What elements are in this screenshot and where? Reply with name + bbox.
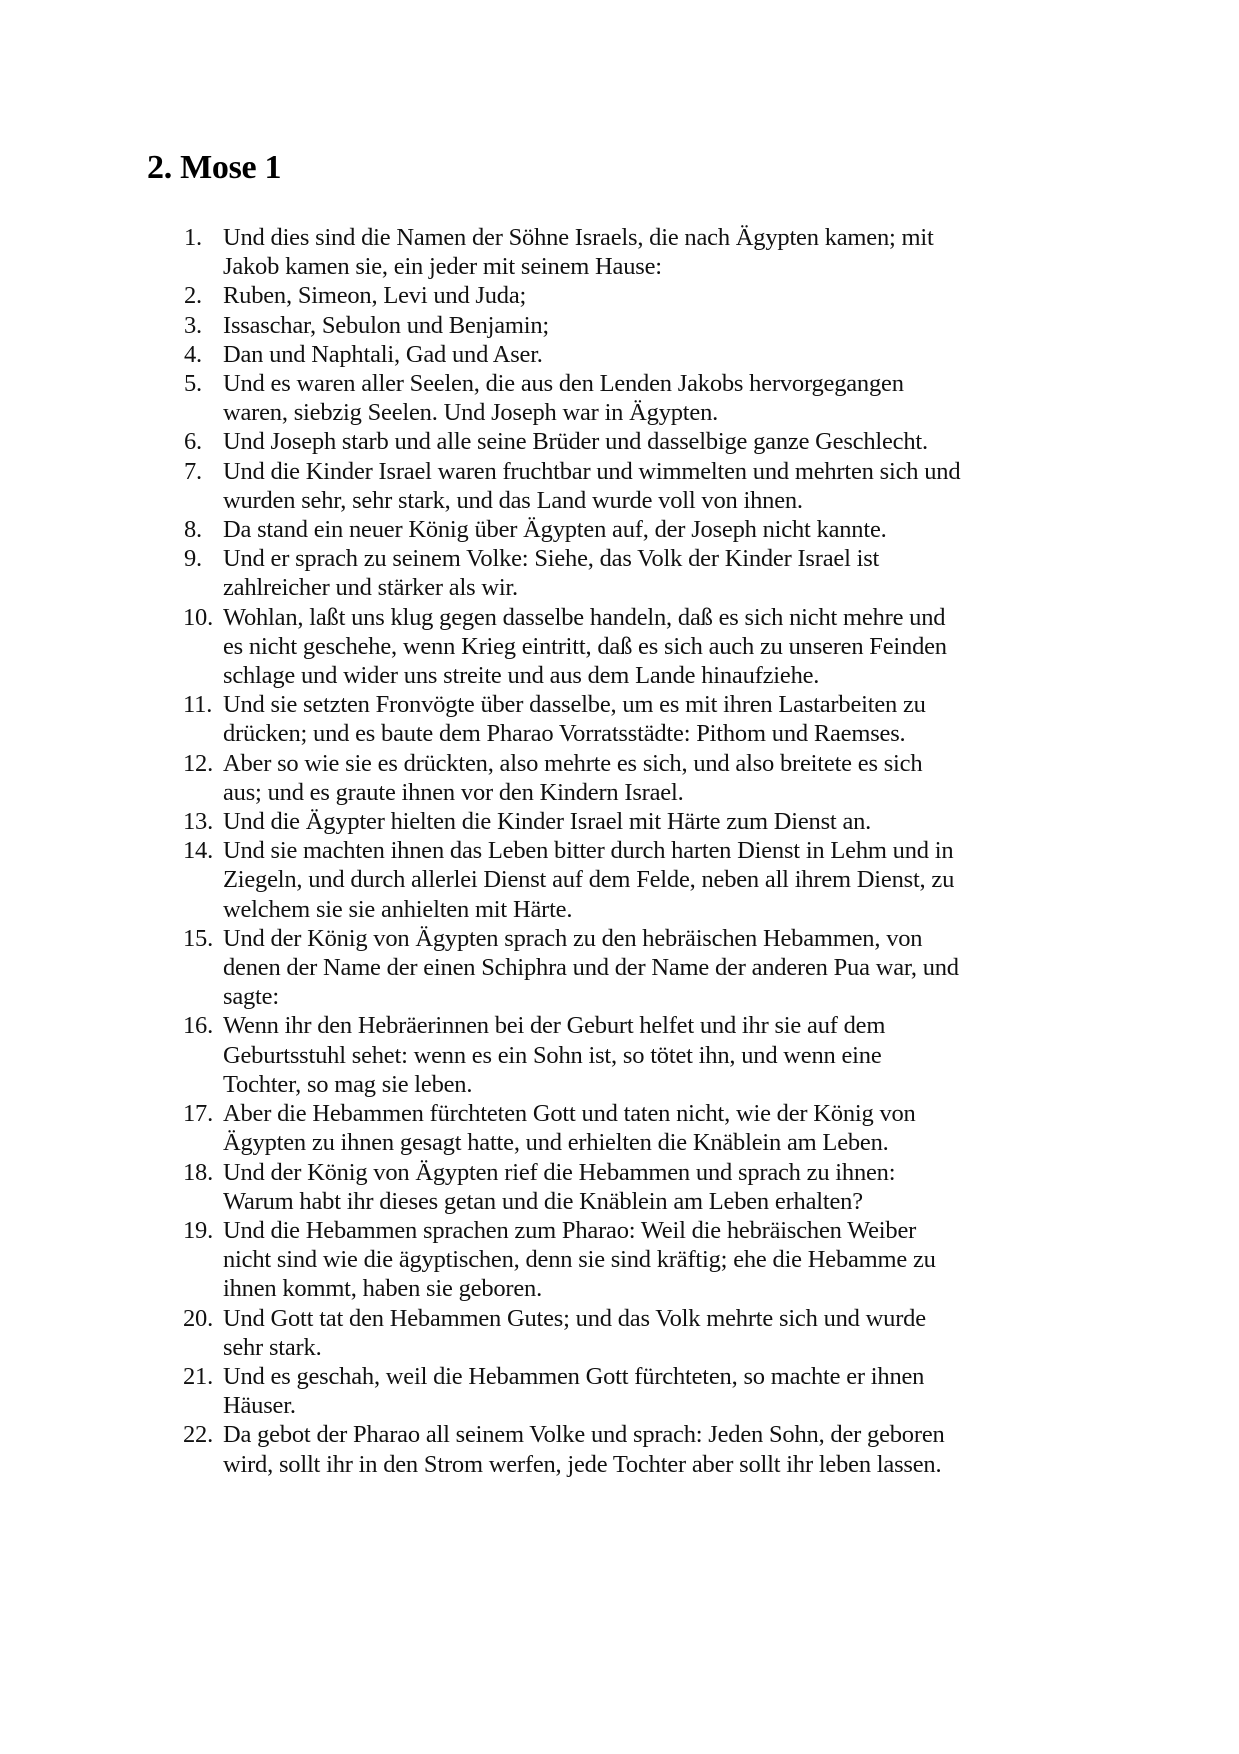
verse-text: Dan und Naphtali, Gad und Aser. bbox=[223, 340, 543, 368]
verse-number: 21. bbox=[183, 1362, 214, 1390]
verse-number: 2. bbox=[184, 282, 202, 310]
verse-text: Und sie setzten Fronvögte über dasselbe, um es mit ihren Lastarbeiten zu drücken; und es baute dem Pharao Vorratsstädte: Pithom und Raemses. bbox=[223, 691, 926, 748]
verse-text: Issaschar, Sebulon und Benjamin; bbox=[223, 311, 550, 339]
verse-number: 11. bbox=[183, 691, 213, 719]
verse-text: Und Gott tat den Hebammen Gutes; und das Volk mehrte sich und wurde sehr stark. bbox=[223, 1304, 926, 1361]
verse-text: Aber so wie sie es drückten, also mehrte es sich, und also breitete es sich aus; und es graute ihnen vor den Kindern Israel. bbox=[223, 749, 923, 806]
verse-number: 4. bbox=[184, 340, 202, 368]
verse-number: 6. bbox=[184, 428, 202, 456]
verse-text: Und die Ägypter hielten die Kinder Israel mit Härte zum Dienst an. bbox=[223, 808, 872, 836]
verse-text: Und die Kinder Israel waren fruchtbar und wimmelten und mehrten sich und wurden sehr, sehr stark, und das Land wurde voll von ihnen. bbox=[223, 457, 961, 514]
verse-number: 19. bbox=[183, 1216, 214, 1244]
verse-text: Da gebot der Pharao all seinem Volke und sprach: Jeden Sohn, der geboren wird, sollt ihr in den Strom werfen, jede Tochter aber sollt ihr leben lassen. bbox=[223, 1421, 945, 1478]
verse-text: Und dies sind die Namen der Söhne Israels, die nach Ägypten kamen; mit Jakob kamen sie, ein jeder mit seinem Hause: bbox=[223, 224, 934, 281]
verse-item bbox=[160, 457, 1120, 515]
verse-item bbox=[160, 1420, 1120, 1478]
verse-text: Und die Hebammen sprachen zum Pharao: Weil die hebräischen Weiber nicht sind wie die ägyptischen, denn sie sind kräftig; ehe die Hebamme zu ihnen kommt, haben sie geboren. bbox=[223, 1216, 936, 1303]
verse-item bbox=[160, 369, 1120, 427]
verse-text: Aber die Hebammen fürchteten Gott und taten nicht, wie der König von Ägypten zu ihnen gesagt hatte, und erhielten die Knäblein am Leben. bbox=[223, 1100, 916, 1157]
verse-item bbox=[160, 690, 1120, 748]
verse-number: 10. bbox=[183, 603, 214, 631]
verse-item bbox=[160, 281, 1120, 310]
verse-item bbox=[160, 1011, 1120, 1099]
verse-text: Und der König von Ägypten sprach zu den hebräischen Hebammen, von denen der Name der einen Schiphra und der Name der anderen Pua war, und sagte: bbox=[223, 924, 959, 1011]
verse-item bbox=[160, 427, 1120, 456]
verse-text: Und er sprach zu seinem Volke: Siehe, das Volk der Kinder Israel ist zahlreicher und stärker als wir. bbox=[223, 545, 880, 602]
verse-text: Und es waren aller Seelen, die aus den Lenden Jakobs hervorgegangen waren, siebzig Seelen. Und Joseph war in Ägypten. bbox=[223, 370, 904, 427]
verse-number: 5. bbox=[184, 370, 202, 398]
verse-item bbox=[160, 749, 1120, 807]
verse-text: Ruben, Simeon, Levi und Juda; bbox=[223, 282, 527, 310]
verse-list bbox=[160, 223, 1120, 1479]
verse-text: Wenn ihr den Hebräerinnen bei der Geburt helfet und ihr sie auf dem Geburtsstuhl sehet: wenn es ein Sohn ist, so tötet ihn, und wenn eine Tochter, so mag sie leben. bbox=[223, 1012, 886, 1098]
verse-number: 18. bbox=[183, 1158, 214, 1186]
verse-number: 15. bbox=[183, 924, 214, 952]
verse-number: 22. bbox=[183, 1421, 214, 1449]
verse-text: Und der König von Ägypten rief die Hebammen und sprach zu ihnen: Warum habt ihr dieses getan und die Knäblein am Leben erhalten? bbox=[223, 1158, 896, 1215]
verse-item bbox=[160, 924, 1120, 1012]
verse-item bbox=[160, 515, 1120, 544]
verse-text: Und sie machten ihnen das Leben bitter durch harten Dienst in Lehm und in Ziegeln, und durch allerlei Dienst auf dem Felde, neben all ihrem Dienst, zu welchem sie sie anhielten mit Härte. bbox=[223, 837, 955, 923]
verse-item bbox=[160, 1362, 1120, 1420]
verse-item bbox=[160, 603, 1120, 691]
verse-text: Wohlan, laßt uns klug gegen dasselbe handeln, daß es sich nicht mehre und es nicht geschehe, wenn Krieg eintritt, daß es sich auch zu unseren Feinden schlage und wider uns streite und aus dem Lande hinaufziehe. bbox=[223, 603, 947, 690]
verse-number: 20. bbox=[183, 1304, 214, 1332]
verse-number: 13. bbox=[183, 808, 214, 836]
verse-number: 7. bbox=[184, 457, 202, 485]
verse-item bbox=[160, 836, 1120, 924]
verse-item bbox=[160, 1158, 1120, 1216]
verse-number: 17. bbox=[183, 1100, 214, 1128]
verse-number: 1. bbox=[184, 224, 202, 251]
verse-text: Und es geschah, weil die Hebammen Gott fürchteten, so machte er ihnen Häuser. bbox=[223, 1362, 925, 1420]
verse-item bbox=[160, 223, 1120, 281]
verse-item bbox=[160, 544, 1120, 602]
verse-item bbox=[160, 1099, 1120, 1157]
verse-item bbox=[160, 340, 1120, 369]
verse-number: 9. bbox=[184, 545, 202, 573]
verse-text: Und Joseph starb und alle seine Brüder und dasselbige ganze Geschlecht. bbox=[223, 428, 928, 456]
verse-item bbox=[160, 311, 1120, 340]
verse-item bbox=[160, 807, 1120, 836]
verse-text: Da stand ein neuer König über Ägypten auf, der Joseph nicht kannte. bbox=[223, 516, 887, 544]
verse-item bbox=[160, 1216, 1120, 1304]
page-title: 2. Mose 1 bbox=[147, 149, 282, 186]
verse-number: 16. bbox=[183, 1012, 214, 1040]
verse-number: 14. bbox=[183, 837, 214, 865]
verse-number: 12. bbox=[183, 749, 214, 777]
verse-number: 3. bbox=[184, 311, 202, 339]
verse-item bbox=[160, 1304, 1120, 1362]
verse-number: 8. bbox=[184, 516, 202, 544]
